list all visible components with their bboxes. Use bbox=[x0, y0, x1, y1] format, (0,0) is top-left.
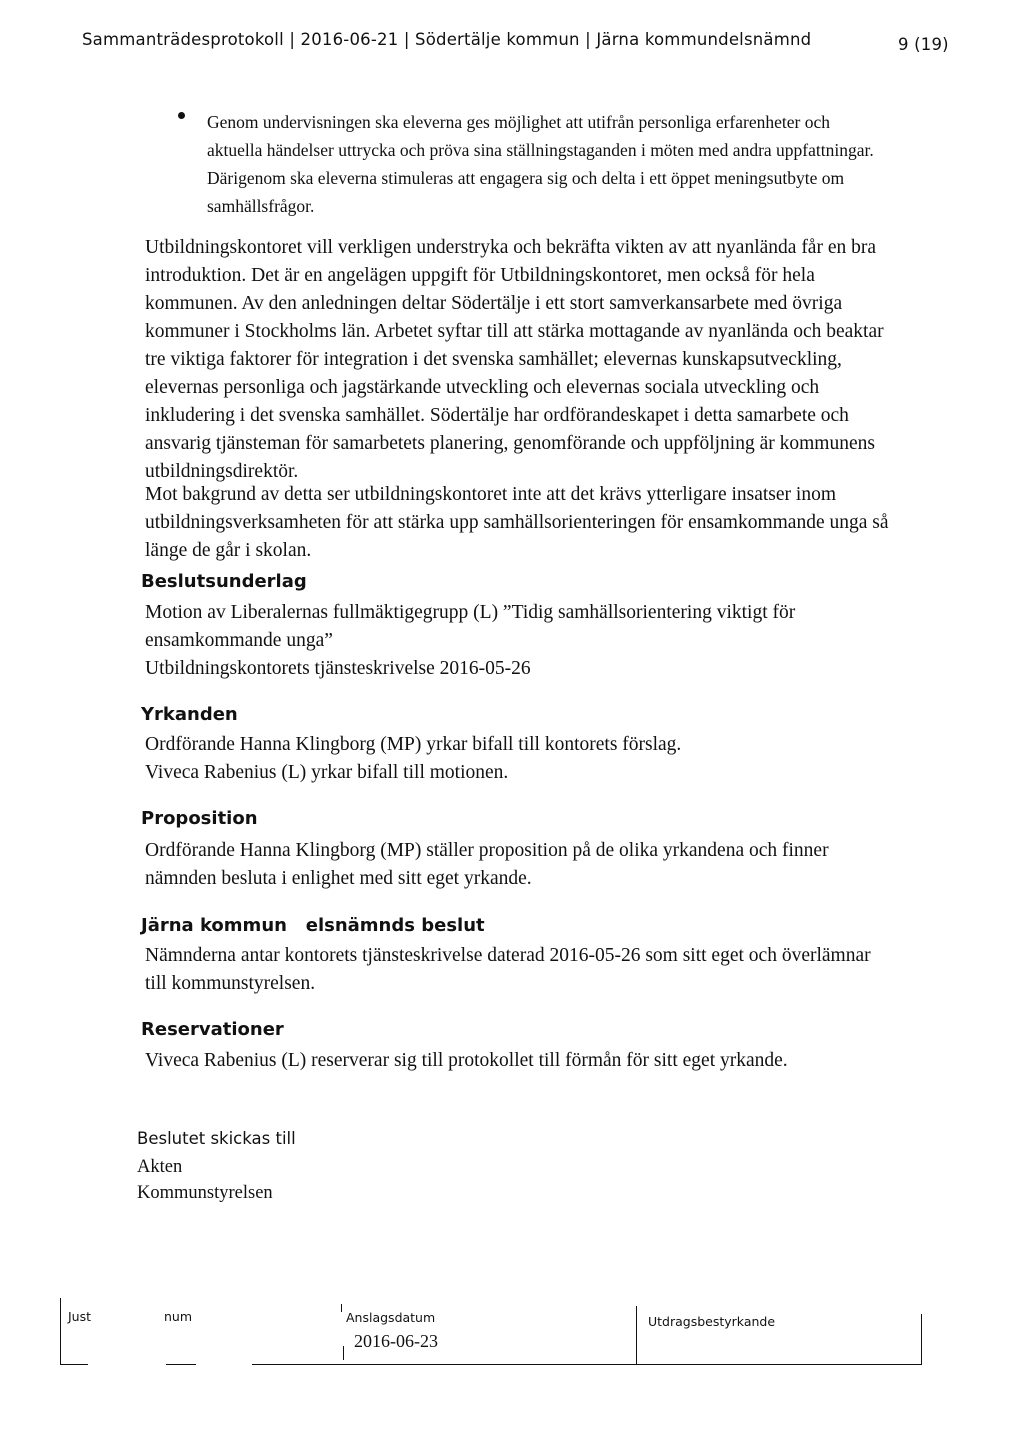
document-title: Sammanträdesprotokoll | 2016-06-21 | Södertälje kommun | Järna kommundelsnämnd bbox=[82, 30, 812, 49]
paragraph-line: länge de går i skolan. bbox=[145, 540, 312, 561]
heading-reservationer: Reservationer bbox=[141, 1019, 284, 1040]
anslagsdatum-label: Anslagsdatum bbox=[346, 1310, 436, 1325]
section-line: ensamkommande unga” bbox=[145, 630, 333, 651]
section-line: nämnden besluta i enlighet med sitt eget yrkande. bbox=[145, 868, 532, 889]
paragraph-line: utbildningsverksamheten för att stärka upp samhällsorienteringen för ensamkommande unga så bbox=[145, 512, 889, 533]
section-beslutsunderlag bbox=[145, 599, 935, 683]
footer-right-border bbox=[921, 1314, 922, 1364]
paragraph-line: kommuner i Stockholms län. Arbetet syftar till att stärka mottagande av nyanlända och beaktar bbox=[145, 321, 884, 342]
distribution-recipient: Kommunstyrelsen bbox=[137, 1183, 273, 1203]
utdragsbestyrkande-label: Utdragsbestyrkande bbox=[648, 1314, 776, 1329]
section-line: Nämnderna antar kontorets tjänsteskrivelse daterad 2016-05-26 som sitt eget och överlämnar bbox=[145, 945, 871, 966]
paragraph-line: tre viktiga faktorer för integration i det svenska samhället; elevernas kunskapsutveckling, bbox=[145, 349, 842, 370]
section-line: Utbildningskontorets tjänsteskrivelse 2016-05-26 bbox=[145, 658, 531, 679]
section-reservationer bbox=[145, 1047, 935, 1075]
paragraph-line: kommunen. Av den anledningen deltar Södertälje i ett stort samverkansarbete med övriga bbox=[145, 293, 843, 314]
heading-beslut: Järna kommun elsnämnds beslut bbox=[141, 915, 485, 936]
footer-divider bbox=[343, 1346, 344, 1360]
section-line: Ordförande Hanna Klingborg (MP) yrkar bifall till kontorets förslag. bbox=[145, 734, 682, 755]
bullet-line: samhällsfrågor. bbox=[207, 196, 315, 216]
footer-divider bbox=[341, 1304, 342, 1312]
footer-left-border bbox=[60, 1298, 61, 1364]
heading-yrkanden: Yrkanden bbox=[141, 704, 238, 725]
section-line: Viveca Rabenius (L) yrkar bifall till motionen. bbox=[145, 762, 509, 783]
distribution-recipient: Akten bbox=[137, 1157, 183, 1177]
bullet-line: aktuella händelser uttrycka och pröva sina ställningstaganden i möten med andra uppfattningar. bbox=[207, 140, 874, 160]
paragraph-line: utbildningsdirektör. bbox=[145, 461, 299, 482]
distribution-list bbox=[137, 1154, 273, 1206]
paragraph-line: inkludering i det svenska samhället. Södertälje har ordförandeskapet i detta samarbete och bbox=[145, 405, 849, 426]
footer-bottom-line bbox=[166, 1364, 196, 1365]
signature-footer bbox=[60, 1298, 922, 1368]
section-line: till kommunstyrelsen. bbox=[145, 973, 316, 994]
paragraph-line: introduktion. Det är en angelägen uppgift för Utbildningskontoret, men också för hela bbox=[145, 265, 815, 286]
page-header bbox=[82, 30, 982, 60]
paragraph-mot-bakgrund bbox=[145, 481, 935, 565]
section-line: Motion av Liberalernas fullmäktigegrupp (L) ”Tidig samhällsorientering viktigt för bbox=[145, 602, 796, 623]
heading-proposition: Proposition bbox=[141, 808, 258, 829]
paragraph-line: Mot bakgrund av detta ser utbildningskontoret inte att det krävs ytterligare insatser inom bbox=[145, 484, 837, 505]
section-proposition bbox=[145, 837, 935, 893]
section-beslut bbox=[145, 942, 935, 998]
num-label: num bbox=[164, 1309, 193, 1324]
paragraph-utbildningskontoret bbox=[145, 234, 935, 486]
justerare-label: Just bbox=[68, 1309, 92, 1324]
paragraph-line: ansvarig tjänsteman för samarbetets planering, genomförande och uppföljning är kommunens bbox=[145, 433, 875, 454]
footer-divider bbox=[636, 1306, 637, 1364]
bullet-dot bbox=[178, 112, 185, 119]
bullet-paragraph bbox=[207, 108, 907, 220]
footer-bottom-line bbox=[252, 1364, 922, 1365]
section-line: Viveca Rabenius (L) reserverar sig till protokollet till förmån för sitt eget yrkande. bbox=[145, 1050, 788, 1071]
distribution-heading: Beslutet skickas till bbox=[137, 1129, 296, 1148]
section-line: Ordförande Hanna Klingborg (MP) ställer proposition på de olika yrkandena och finner bbox=[145, 840, 829, 861]
paragraph-line: Utbildningskontoret vill verkligen understryka och bekräfta vikten av att nyanlända får en bra bbox=[145, 237, 877, 258]
bullet-line: Genom undervisningen ska eleverna ges möjlighet att utifrån personliga erfarenheter och bbox=[207, 112, 830, 132]
page-number: 9 (19) bbox=[898, 35, 949, 54]
bullet-line: Därigenom ska eleverna stimuleras att engagera sig och delta i ett öppet meningsutbyte om bbox=[207, 168, 845, 188]
footer-bottom-line bbox=[60, 1364, 88, 1365]
heading-beslutsunderlag: Beslutsunderlag bbox=[141, 571, 307, 592]
anslagsdatum-value: 2016-06-23 bbox=[354, 1331, 438, 1351]
paragraph-line: elevernas personliga och jagstärkande utveckling och elevernas sociala utveckling och bbox=[145, 377, 820, 398]
section-yrkanden bbox=[145, 731, 935, 787]
